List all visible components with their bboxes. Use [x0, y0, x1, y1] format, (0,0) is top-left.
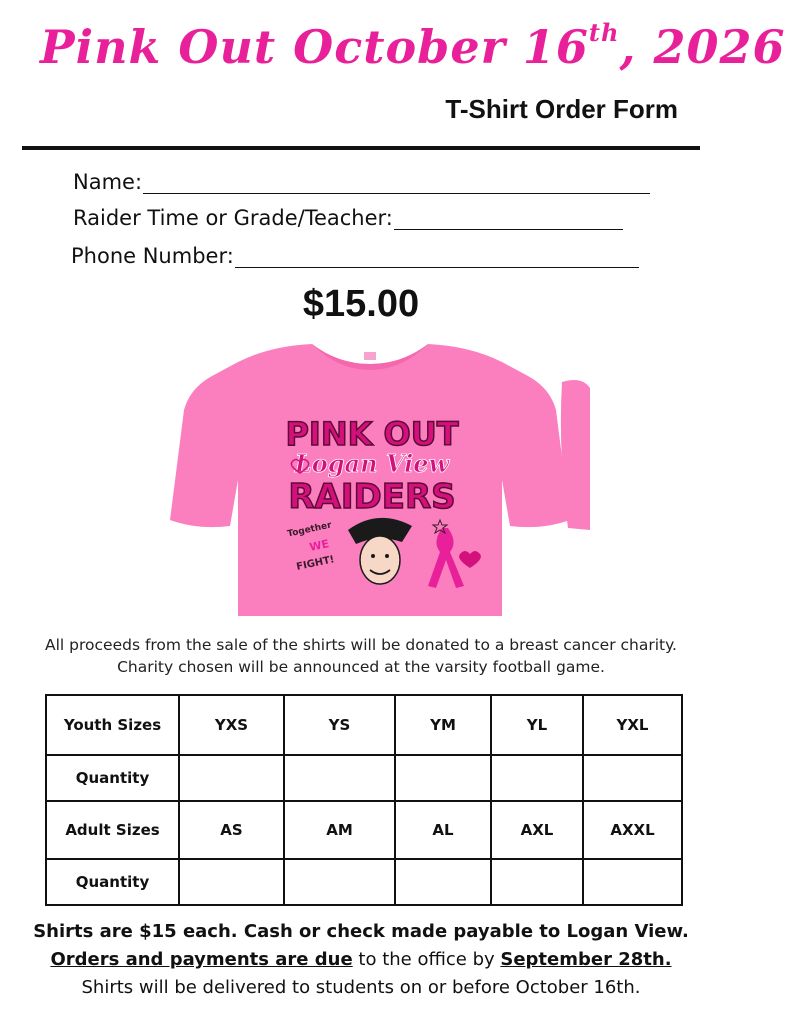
size-cell: AS	[179, 801, 284, 859]
quantity-input[interactable]	[395, 755, 491, 801]
adult-sizes-row	[46, 801, 682, 859]
youth-quantity-row	[46, 755, 682, 801]
footer-line-due	[0, 946, 722, 974]
quantity-input[interactable]	[284, 755, 395, 801]
quantity-label: Quantity	[46, 859, 179, 905]
youth-sizes-row	[46, 695, 682, 755]
phone-label: Phone Number:	[71, 244, 234, 268]
shirt-line-raiders: RAIDERS	[288, 477, 456, 517]
size-cell: YM	[395, 695, 491, 755]
footer-due-date: September 28th.	[500, 949, 672, 970]
name-line[interactable]	[143, 173, 650, 194]
size-cell: AXL	[491, 801, 583, 859]
quantity-input[interactable]	[179, 755, 284, 801]
footer-line-delivery: Shirts will be delivered to students on or before October 16th.	[81, 977, 641, 998]
shirt-slogan-fight: FIGHT!	[295, 554, 336, 573]
size-cell: AL	[395, 801, 491, 859]
raider-time-label: Raider Time or Grade/Teacher:	[73, 206, 393, 230]
size-cell: YL	[491, 695, 583, 755]
footer-price-text: Shirts are $15 each. Cash or check made payable to Logan View.	[33, 921, 689, 942]
page-title	[40, 18, 786, 74]
size-cell: YXS	[179, 695, 284, 755]
quantity-input[interactable]	[395, 859, 491, 905]
quantity-input[interactable]	[284, 859, 395, 905]
adult-sizes-label: Adult Sizes	[46, 801, 179, 859]
name-label: Name:	[73, 170, 143, 194]
phone-line[interactable]	[235, 247, 639, 268]
quantity-input[interactable]	[583, 859, 682, 905]
adult-quantity-row	[46, 859, 682, 905]
raider-time-field[interactable]	[73, 206, 623, 230]
youth-sizes-label: Youth Sizes	[46, 695, 179, 755]
footer-due-text: to the office by	[352, 949, 501, 970]
quantity-input[interactable]	[491, 755, 583, 801]
footer-instructions	[0, 918, 722, 1002]
size-cell: AM	[284, 801, 395, 859]
proceeds-note: All proceeds from the sale of the shirts will be donated to a breast cancer charity. Charity chosen will be announced at the varsity football game.	[45, 636, 677, 676]
quantity-input[interactable]	[179, 859, 284, 905]
shirt-slogan-together: Together	[286, 520, 333, 540]
quantity-label: Quantity	[46, 755, 179, 801]
size-cell: YXL	[583, 695, 682, 755]
title-year: , 2026	[619, 20, 786, 74]
shirt-line-logan-view: Logan View	[294, 449, 450, 478]
title-main: Pink Out October 16	[40, 20, 589, 74]
size-cell: AXXL	[583, 801, 682, 859]
quantity-input[interactable]	[583, 755, 682, 801]
shirt-slogan-we: WE	[308, 537, 331, 554]
footer-due-emphasis: Orders and payments are due	[50, 949, 353, 970]
shirt-line-pink-out: PINK OUT	[285, 415, 459, 453]
footer-line-price	[0, 918, 722, 946]
title-superscript: th	[588, 18, 620, 47]
size-cell: YS	[284, 695, 395, 755]
raider-time-line[interactable]	[394, 209, 623, 230]
name-field[interactable]	[73, 170, 650, 194]
header-divider	[22, 146, 700, 150]
tshirt-image	[150, 330, 590, 620]
quantity-input[interactable]	[491, 859, 583, 905]
size-order-table	[45, 694, 683, 906]
phone-field[interactable]	[71, 244, 639, 268]
page-subtitle: T-Shirt Order Form	[445, 94, 678, 124]
price: $15.00	[302, 283, 420, 325]
